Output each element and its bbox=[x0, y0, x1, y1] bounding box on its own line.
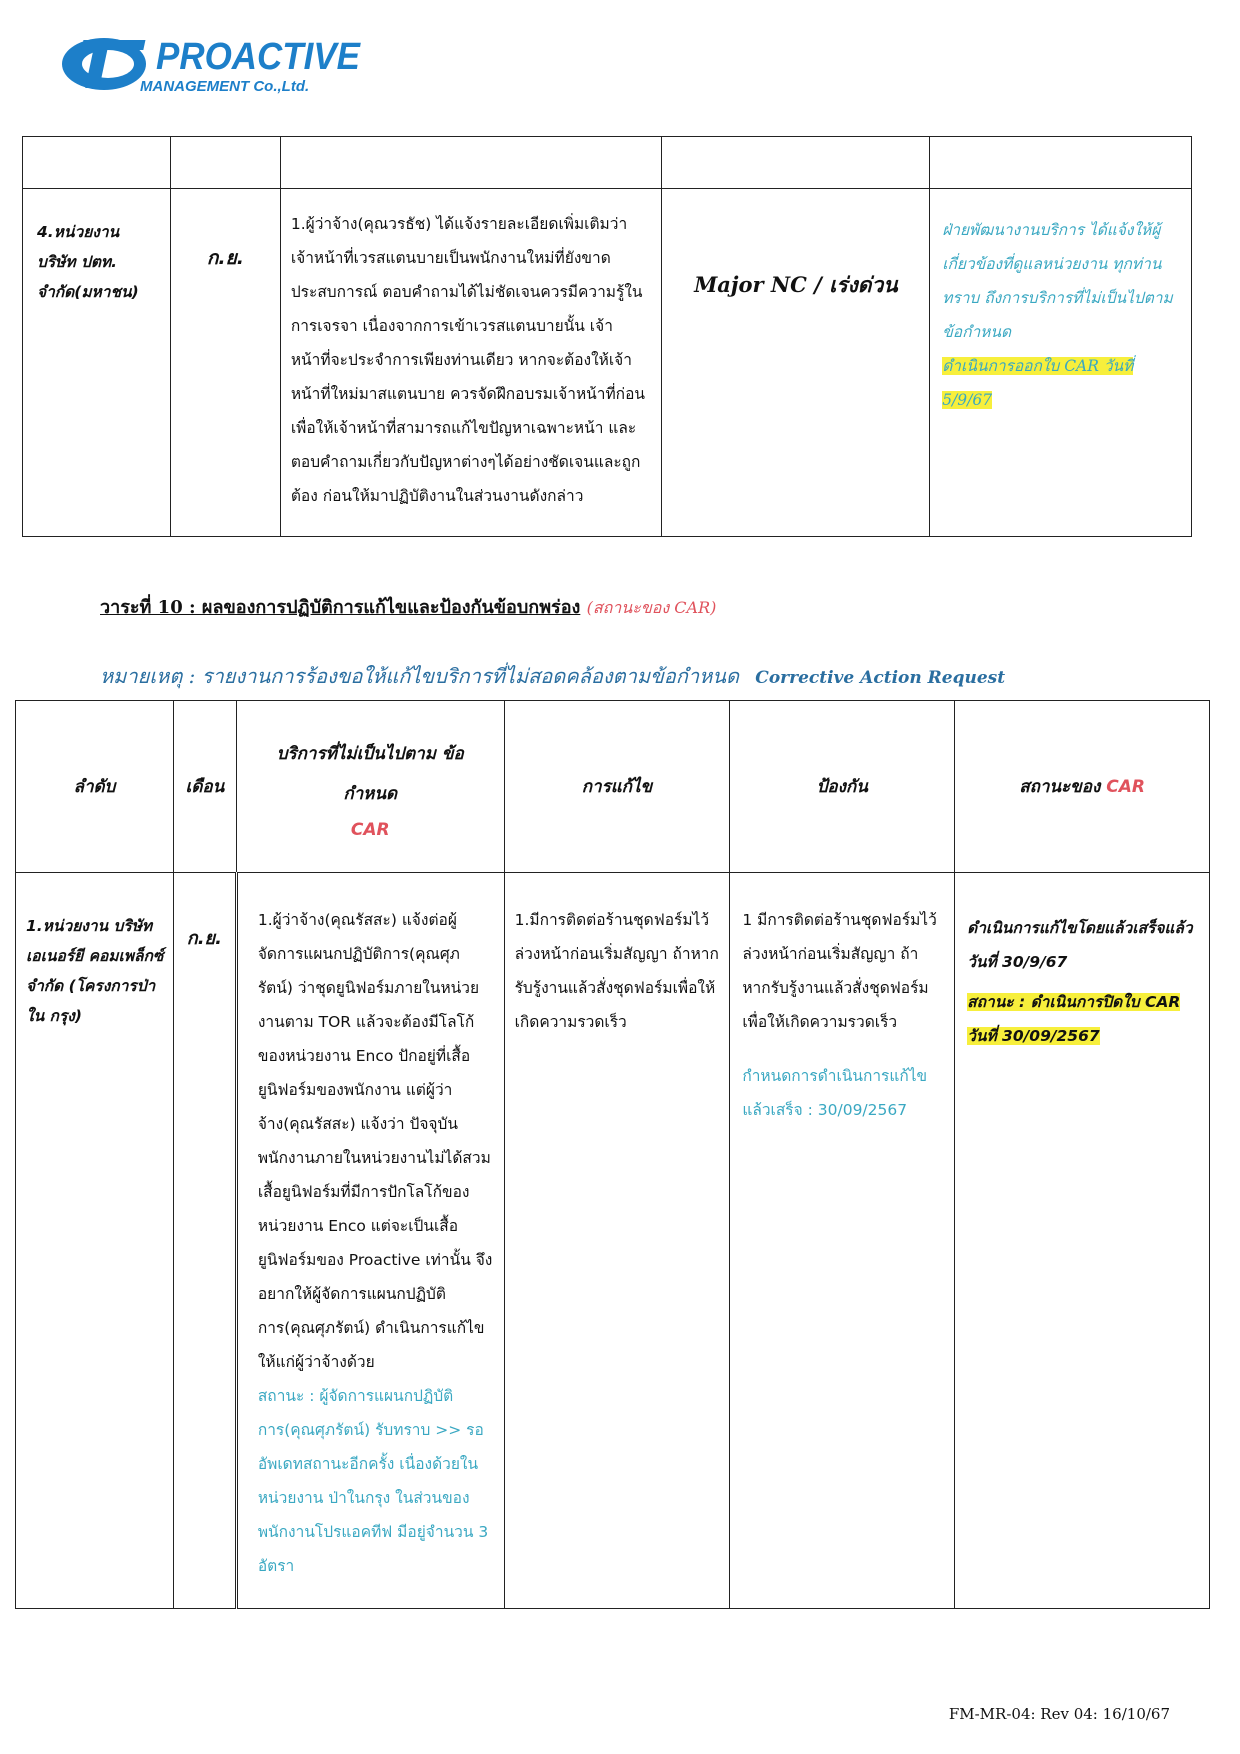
car-table-header bbox=[16, 701, 1210, 873]
col-status-car: CAR bbox=[1106, 777, 1145, 797]
status-done: ดำเนินการแก้ไขโดยแล้วเสร็จแล้ว วันที่ 30/9/67 bbox=[967, 919, 1193, 971]
col-nonconform-car: CAR bbox=[350, 819, 390, 840]
table-header-row-empty bbox=[23, 137, 1192, 189]
note-english: Corrective Action Request bbox=[755, 668, 1006, 688]
logo-name: PROACTIVE bbox=[156, 36, 360, 78]
col-correction: การแก้ไข bbox=[504, 701, 730, 873]
month: ก.ย. bbox=[206, 247, 244, 269]
prevention-text: 1 มีการติดต่อร้านชุดฟอร์มไว้ล่วงหน้าก่อนเริ่มสัญญา ถ้าหากรับรู้งานแล้วสั่งชุดฟอร์มเพื่อให้เกิดความรวดเร็ว bbox=[742, 911, 937, 1031]
col-prevention: ป้องกัน bbox=[730, 701, 955, 873]
unit-name: 4.หน่วยงาน บริษัท ปตท. จำกัด(มหาชน) bbox=[37, 223, 139, 301]
col-nonconform: บริการที่ไม่เป็นไปตาม ข้อกำหนด CAR bbox=[236, 701, 504, 873]
unit-name: 1.หน่วยงาน บริษัท เอเนอร์ยี คอมเพล็กซ์ จำกัด (โครงการป่าใน กรุง) bbox=[26, 917, 164, 1025]
logo-subname: MANAGEMENT Co.,Ltd. bbox=[140, 78, 310, 95]
severity-level: Major NC / เร่งด่วน bbox=[694, 272, 898, 297]
nonconform-status: สถานะ : ผู้จัดการแผนกปฏิบัติการ(คุณศุภรัตน์) รับทราบ >> รออัพเดทสถานะอีกครั้ง เนื่องด้วยในหน่วยงาน ป่าในกรุง ในส่วนของพนักงานโปรแอคทีฟ มีอยู่จำนวน 3 อัตรา bbox=[257, 1387, 489, 1575]
car-table bbox=[15, 700, 1210, 1609]
section-10-heading: วาระที่ 10 : ผลของการปฏิบัติการแก้ไขและป้องกันข้อบกพร่อง (สถานะของ CAR) bbox=[100, 597, 717, 618]
table-row bbox=[16, 873, 1210, 1609]
col-month: เดือน bbox=[173, 701, 236, 873]
table-previous-continuation bbox=[22, 136, 1192, 537]
status-closed: สถานะ : ดำเนินการปิดใบ CAR วันที่ 30/09/2567 bbox=[967, 993, 1181, 1045]
month: ก.ย. bbox=[186, 928, 222, 949]
company-logo bbox=[58, 28, 360, 98]
section-10-suffix: (สถานะของ CAR) bbox=[586, 598, 717, 617]
action-taken: ฝ่ายพัฒนางานบริการ ได้แจ้งให้ผู้เกี่ยวข้องที่ดูแลหน่วยงาน ทุกท่านทราบ ถึงการบริการที่ไม่เป็นไปตามข้อกำหนด ดำเนินการออกใบ CAR วันที่ 5/9/67 bbox=[942, 221, 1173, 409]
note-line: หมายเหตุ : รายงานการร้องขอให้แก้ไขบริการที่ไม่สอดคล้องตามข้อกำหนด Corrective Action Request bbox=[100, 664, 1006, 688]
document-code: FM-MR-04: Rev 04: 16/10/67 bbox=[948, 1705, 1170, 1723]
table-row bbox=[23, 189, 1192, 537]
col-no: ลำดับ bbox=[16, 701, 174, 873]
action-highlight: ดำเนินการออกใบ CAR วันที่ 5/9/67 bbox=[942, 357, 1134, 409]
nonconform-detail: 1.ผู้ว่าจ้าง(คุณรัสสะ) แจ้งต่อผู้จัดการแผนกปฏิบัติการ(คุณศุภรัตน์) ว่าชุดยูนิฟอร์มภายในหน่วยงานตาม TOR แล้วจะต้องมีโลโก้ของหน่วยงาน Enco ปักอยู่ที่เสื้อยูนิฟอร์มของพนักงาน แต่ผู้ว่าจ้าง(คุณรัสสะ) แจ้งว่า ปัจจุบันพนักงานภายในหน่วยงานไม่ได้สวมเสื้อยูนิฟอร์มที่มีการปักโลโก้ของหน่วยงาน Enco แต่จะเป็นเสื้อยูนิฟอร์มของ Proactive เท่านั้น จึงอยากให้ผู้จัดการแผนกปฏิบัติการ(คุณศุภรัตน์) ดำเนินการแก้ไขให้แก่ผู้ว่าจ้างด้วย bbox=[257, 911, 493, 1371]
col-status: สถานะของ CAR bbox=[955, 701, 1210, 873]
prevention-deadline: กำหนดการดำเนินการแก้ไขแล้วเสร็จ : 30/09/2567 bbox=[742, 1067, 928, 1119]
correction-text: 1.มีการติดต่อร้านชุดฟอร์มไว้ล่วงหน้าก่อนเริ่มสัญญา ถ้าหากรับรู้งานแล้วสั่งชุดฟอร์มเพื่อให้เกิดความรวดเร็ว bbox=[514, 911, 719, 1031]
nonconform-detail: 1.ผู้ว่าจ้าง(คุณวรธัช) ได้แจ้งรายละเอียดเพิ่มเติมว่า เจ้าหน้าที่เวรสแตนบายเป็นพนักงานใหม่ที่ยังขาดประสบการณ์ ตอบคำถามได้ไม่ชัดเจนควรมีความรู้ในการเจรจา เนื่องจากการเข้าเวรสแตนบายนั้น เจ้าหน้าที่จะประจำการเพียงท่านเดียว หากจะต้องให้เจ้าหน้าที่ใหม่มาสแตนบาย ควรจัดฝึกอบรมเจ้าหน้าที่ก่อน เพื่อให้เจ้าหน้าที่สามารถแก้ไขปัญหาเฉพาะหน้า และตอบคำถามเกี่ยวกับปัญหาต่างๆได้อย่างชัดเจนและถูกต้อง ก่อนให้มาปฏิบัติงานในส่วนงานดังกล่าว bbox=[290, 215, 645, 505]
